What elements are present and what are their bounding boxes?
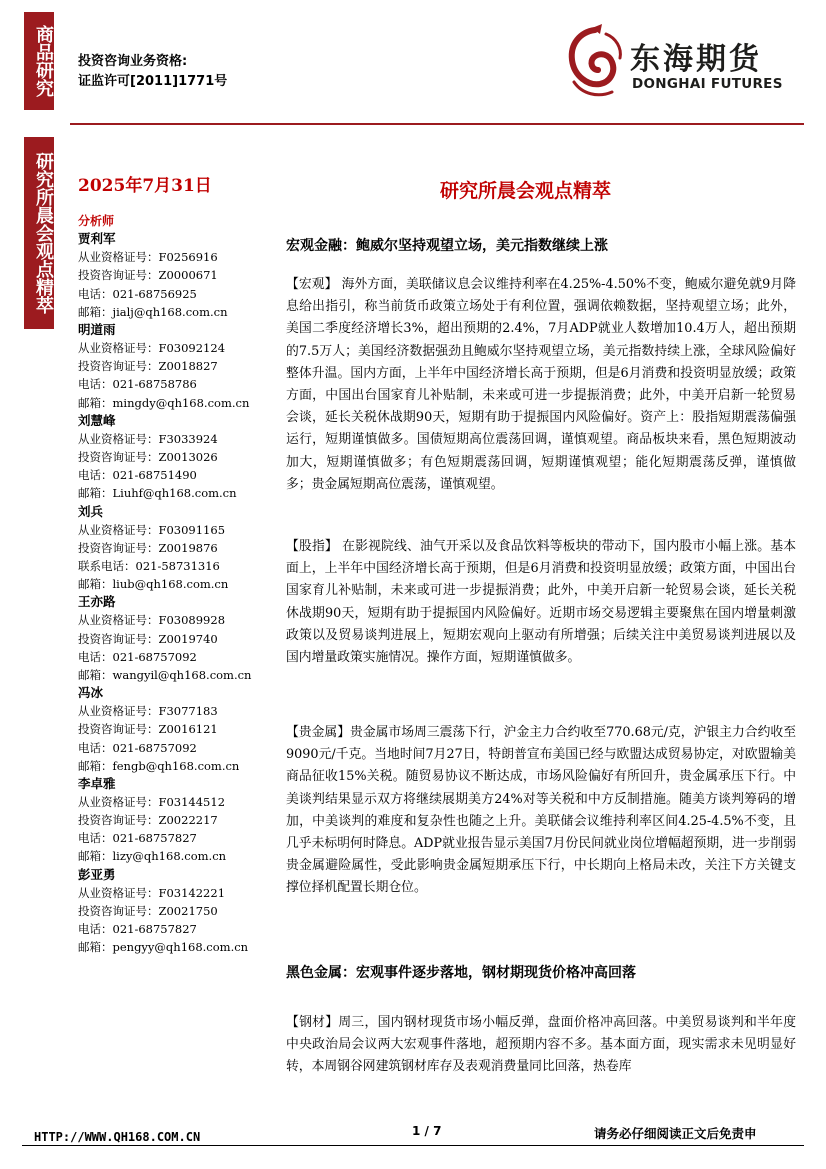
section-heading-ferrous-metals: 黑色金属：宏观事件逐步落地，钢材期现货价格冲高回落 (286, 965, 636, 981)
disclaimer-note: 请务必仔细阅读正文后免责申 (594, 1126, 757, 1141)
header-divider (70, 123, 804, 125)
analyst-detail: 投资咨询证号：Z0013026 (78, 450, 218, 465)
page-title: 研究所晨会观点精萃 (440, 180, 612, 202)
analyst-detail: 投资咨询证号：Z0018827 (78, 359, 218, 374)
analyst-detail: 投资咨询证号：Z0021750 (78, 903, 218, 918)
analyst-detail: 从业资格证号：F03089928 (78, 613, 226, 628)
analyst-detail: 电话：021-68757827 (78, 831, 197, 846)
analyst-detail: 电话：021-68757827 (78, 922, 197, 937)
analyst-name: 王亦路 (78, 594, 116, 610)
qualification-line-1: 投资咨询业务资格: (78, 54, 188, 69)
analyst-name: 李卓雅 (78, 775, 116, 791)
analyst-detail: 邮箱：pengyy@qh168.com.cn (78, 940, 249, 955)
analyst-detail: 投资咨询证号：Z0016121 (78, 722, 218, 737)
report-type-bar: 研究所晨会观点精萃 (24, 137, 54, 329)
paragraph-steel: 【钢材】周三，国内钢材现货市场小幅反弹，盘面价格冲高回落。中美贸易谈判和半年度中央政治局会议两大宏观事件落地，超预期内容不多。基本面方面，现实需求未见明显好转，本周钢谷网建筑钢材库存及表观消费量同比回落，热卷库 (286, 1015, 796, 1075)
analyst-detail: 电话：021-68757092 (78, 649, 197, 664)
footer-url-link[interactable]: HTTP://WWW.QH168.COM.CN (34, 1130, 201, 1144)
analyst-name: 明道雨 (78, 321, 116, 337)
analyst-detail: 邮箱：mingdy@qh168.com.cn (78, 395, 250, 410)
report-date: 2025年7月31日 (78, 176, 212, 196)
analyst-detail: 邮箱：jialj@qh168.com.cn (78, 304, 228, 319)
analyst-name: 彭亚勇 (78, 866, 116, 882)
analyst-detail: 电话：021-68751490 (78, 468, 197, 483)
analyst-detail: 投资咨询证号：Z0019740 (78, 631, 218, 646)
analyst-detail: 从业资格证号：F03142221 (78, 885, 226, 900)
analyst-detail: 邮箱：fengb@qh168.com.cn (78, 758, 240, 773)
company-logo (562, 20, 802, 110)
analyst-detail: 从业资格证号：F03092124 (78, 341, 226, 356)
analyst-detail: 邮箱：liub@qh168.com.cn (78, 577, 229, 592)
analyst-detail: 电话：021-68756925 (78, 286, 197, 301)
paragraph-stock-index: 【股指】 在影视院线、油气开采以及食品饮料等板块的带动下，国内股市小幅上涨。基本面上，上半年中国经济增长高于预期，但是6月消费和投资明显放缓；政策方面，中国出台国家育儿补贴制，未来或可进一步提振消费；此外，中美开启新一轮贸易会谈，延长关税休战期90天，短期有助于提振国内风险偏好。近期市场交易逻辑主要聚焦在国内增量刺激政策以及贸易谈判进展上，短期宏观向上驱动有所增强；后续关注中美贸易谈判进展以及国内增量政策实施情况。操作方面，短期谨慎做多。 (286, 539, 796, 666)
analyst-name: 冯冰 (78, 685, 104, 701)
category-bar: 商品研究 (24, 12, 54, 110)
logo-chinese-text: 东海期货 (630, 42, 762, 77)
analyst-name: 刘兵 (78, 503, 104, 519)
analyst-detail: 从业资格证号：F0256916 (78, 250, 218, 265)
analyst-detail: 邮箱：wangyil@qh168.com.cn (78, 667, 252, 682)
analysts-heading: 分析师 (78, 214, 115, 228)
qualification-line-2: 证监许可[2011]1771号 (78, 74, 228, 89)
analyst-detail: 投资咨询证号：Z0000671 (78, 268, 218, 283)
page-number: 1 / 7 (412, 1124, 442, 1138)
analyst-detail: 联系电话：021-58731316 (78, 558, 220, 573)
analyst-detail: 邮箱：Liuhf@qh168.com.cn (78, 486, 237, 501)
analyst-detail: 从业资格证号：F3077183 (78, 704, 218, 719)
footer-divider (22, 1145, 804, 1146)
analyst-name: 贾利军 (78, 231, 116, 247)
analyst-detail: 从业资格证号：F03144512 (78, 795, 226, 809)
analyst-detail: 从业资格证号：F3033924 (78, 431, 218, 446)
analyst-detail: 从业资格证号：F03091165 (78, 522, 226, 537)
dragon-emblem-icon (562, 24, 628, 102)
analyst-name: 刘慧峰 (78, 412, 116, 428)
analyst-detail: 电话：021-68758786 (78, 377, 197, 392)
logo-english-text: DONGHAI FUTURES (632, 76, 783, 92)
analyst-detail: 投资咨询证号：Z0022217 (78, 813, 218, 828)
paragraph-precious-metals: 【贵金属】贵金属市场周三震荡下行，沪金主力合约收至770.68元/克，沪银主力合约收至9090元/千克。当地时间7月27日，特朗普宣布美国已经与欧盟达成贸易协定，对欧盟输美商品征收15%关税。随贸易协议不断达成，市场风险偏好有所回升，贵金属承压下行。中美谈判结果显示双方将继续展期美方24%对等关税和中方反制措施。随美方谈判筹码的增加，中美谈判的难度和复杂性也随之上升。美联储会议维持利率区间4.25-4.5%不变，且几乎未标明何时降息。ADP就业报告显示美国7月份民间就业岗位增幅超预期，进一步削弱贵金属避险属性，受此影响贵金属短期承压下行，中长期向上格局未改，关注下方关键支撑位择机配置长期仓位。 (286, 725, 796, 896)
section-heading-macro-finance: 宏观金融：鲍威尔坚持观望立场，美元指数继续上涨 (286, 238, 608, 254)
paragraph-macro: 【宏观】 海外方面，美联储议息会议维持利率在4.25%-4.50%不变，鲍威尔避免就9月降息给出指引，称当前货币政策立场处于有利位置，强调依赖数据，坚持观望立场；此外，美国二季度经济增长3%，超出预期的2.4%，7月ADP就业人数增加10.4万人，超出预期的7.5万人；美国经济数据强劲且鲍威尔坚持观望立场，美元指数持续上涨，全球风险偏好整体升温。国内方面，上半年中国经济增长高于预期，但是6月消费和投资明显放缓；政策方面，中国出台国家育儿补贴制，未来或可进一步提振消费；此外，中美开启新一轮贸易会谈，延长关税休战期90天，短期有助于提振国内风险偏好。资产上：股指短期震荡偏强运行，短期谨慎做多。国债短期高位震荡回调，谨慎观望。商品板块来看，黑色短期波动加大，短期谨慎做多；有色短期震荡回调，短期谨慎观望；能化短期震荡反弹，谨慎做多；贵金属短期高位震荡，谨慎观望。 (286, 277, 796, 492)
analyst-detail: 投资咨询证号：Z0019876 (78, 540, 218, 555)
analyst-list (78, 212, 273, 956)
qualification-block (78, 52, 227, 92)
analyst-detail: 邮箱：lizy@qh168.com.cn (78, 849, 227, 864)
analyst-detail: 电话：021-68757092 (78, 740, 197, 755)
